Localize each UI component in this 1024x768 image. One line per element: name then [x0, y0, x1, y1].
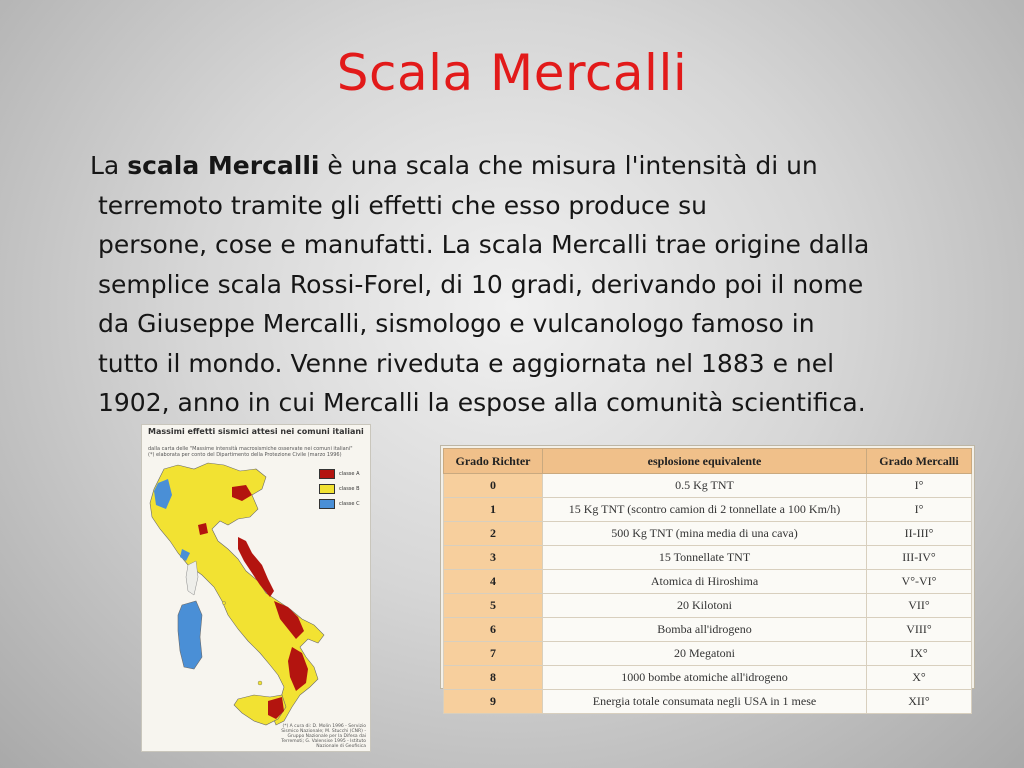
cell-richter: 2: [444, 522, 543, 546]
legend-item: [319, 466, 360, 481]
table-row: [444, 474, 972, 498]
table-header-row: [444, 449, 972, 474]
cell-explosion: 15 Tonnellate TNT: [543, 546, 867, 570]
paragraph-line: terremoto tramite gli effetti che esso produce su: [98, 190, 707, 220]
bold-term: scala Mercalli: [127, 151, 320, 180]
table-row: [444, 594, 972, 618]
cell-mercalli: X°: [867, 666, 972, 690]
cell-richter: 5: [444, 594, 543, 618]
legend-swatch-class-c: [319, 499, 335, 509]
table-row: [444, 546, 972, 570]
cell-explosion: 20 Kilotoni: [543, 594, 867, 618]
cell-explosion: Atomica di Hiroshima: [543, 570, 867, 594]
cell-richter: 9: [444, 690, 543, 714]
cell-explosion: 0.5 Kg TNT: [543, 474, 867, 498]
italy-seismic-map: [141, 424, 371, 752]
paragraph-line: semplice scala Rossi-Forel, di 10 gradi, derivando poi il nome: [98, 269, 864, 299]
cell-explosion: 20 Megatoni: [543, 642, 867, 666]
cell-mercalli: I°: [867, 498, 972, 522]
island-shape: [222, 601, 225, 604]
header-grado-richter: Grado Richter: [444, 449, 543, 474]
cell-mercalli: XII°: [867, 690, 972, 714]
cell-explosion: 1000 bombe atomiche all'idrogeno: [543, 666, 867, 690]
table-row: [444, 690, 972, 714]
legend-item: [319, 496, 360, 511]
header-esplosione-equivalente: esplosione equivalente: [543, 449, 867, 474]
text-run: La: [90, 151, 128, 180]
cell-mercalli: V°-VI°: [867, 570, 972, 594]
paragraph-line: tutto il mondo. Venne riveduta e aggiornata nel 1883 e nel: [98, 348, 835, 378]
cell-richter: 8: [444, 666, 543, 690]
legend-item: [319, 481, 360, 496]
richter-mercalli-table-container: [440, 445, 975, 708]
cell-mercalli: VIII°: [867, 618, 972, 642]
map-credit: (*) A cura di: D. Molin 1996 - Servizio Sismico Nazionale; M. Stucchi (CNR) - Gruppo Nazionale per la Difesa dai Terremoti; G. Valensise 1995 - Istituto Nazionale di Geofisica: [281, 724, 366, 749]
legend-label: classe C: [339, 500, 360, 507]
text-run: è una scala che misura l'intensità di un: [319, 151, 818, 180]
cell-richter: 7: [444, 642, 543, 666]
table-row: [444, 570, 972, 594]
table-row: [444, 618, 972, 642]
cell-mercalli: II-III°: [867, 522, 972, 546]
cell-explosion: Energia totale consumata negli USA in 1 mese: [543, 690, 867, 714]
table-row: [444, 498, 972, 522]
corsica-shape: [186, 561, 198, 595]
legend-label: classe A: [339, 470, 360, 477]
cell-explosion: Bomba all'idrogeno: [543, 618, 867, 642]
cell-explosion: 15 Kg TNT (scontro camion di 2 tonnellate a 100 Km/h): [543, 498, 867, 522]
richter-mercalli-table: [443, 448, 972, 714]
header-grado-mercalli: Grado Mercalli: [867, 449, 972, 474]
cell-richter: 0: [444, 474, 543, 498]
legend-label: classe B: [339, 485, 360, 492]
cell-mercalli: VII°: [867, 594, 972, 618]
cell-explosion: 500 Kg TNT (mina media di una cava): [543, 522, 867, 546]
cell-mercalli: IX°: [867, 642, 972, 666]
paragraph-line: 1902, anno in cui Mercalli la espose alla comunità scientifica.: [98, 388, 866, 417]
map-title: Massimi effetti sismici attesi nei comuni italiani: [148, 427, 364, 436]
map-subtitle: dalla carta delle "Massime intensità macrosismiche osservate nei comuni italiani" (*) elaborata per conto del Dipartimento della Protezione Civile (marzo 1996): [148, 446, 353, 458]
cell-mercalli: I°: [867, 474, 972, 498]
map-legend: [319, 466, 360, 511]
cell-richter: 4: [444, 570, 543, 594]
cell-richter: 1: [444, 498, 543, 522]
legend-swatch-class-b: [319, 484, 335, 494]
slide-paragraph: [70, 146, 970, 423]
table-row: [444, 522, 972, 546]
table-row: [444, 642, 972, 666]
table-row: [444, 666, 972, 690]
sardinia-shape: [178, 601, 202, 669]
slide-title: Scala Mercalli: [336, 44, 688, 102]
paragraph-line: da Giuseppe Mercalli, sismologo e vulcanologo famoso in: [98, 309, 815, 338]
island-shape: [258, 681, 262, 685]
legend-swatch-class-a: [319, 469, 335, 479]
paragraph-line: [70, 146, 970, 186]
paragraph-line: persone, cose e manufatti. La scala Mercalli trae origine dalla: [98, 230, 870, 259]
cell-richter: 6: [444, 618, 543, 642]
cell-mercalli: III-IV°: [867, 546, 972, 570]
cell-richter: 3: [444, 546, 543, 570]
